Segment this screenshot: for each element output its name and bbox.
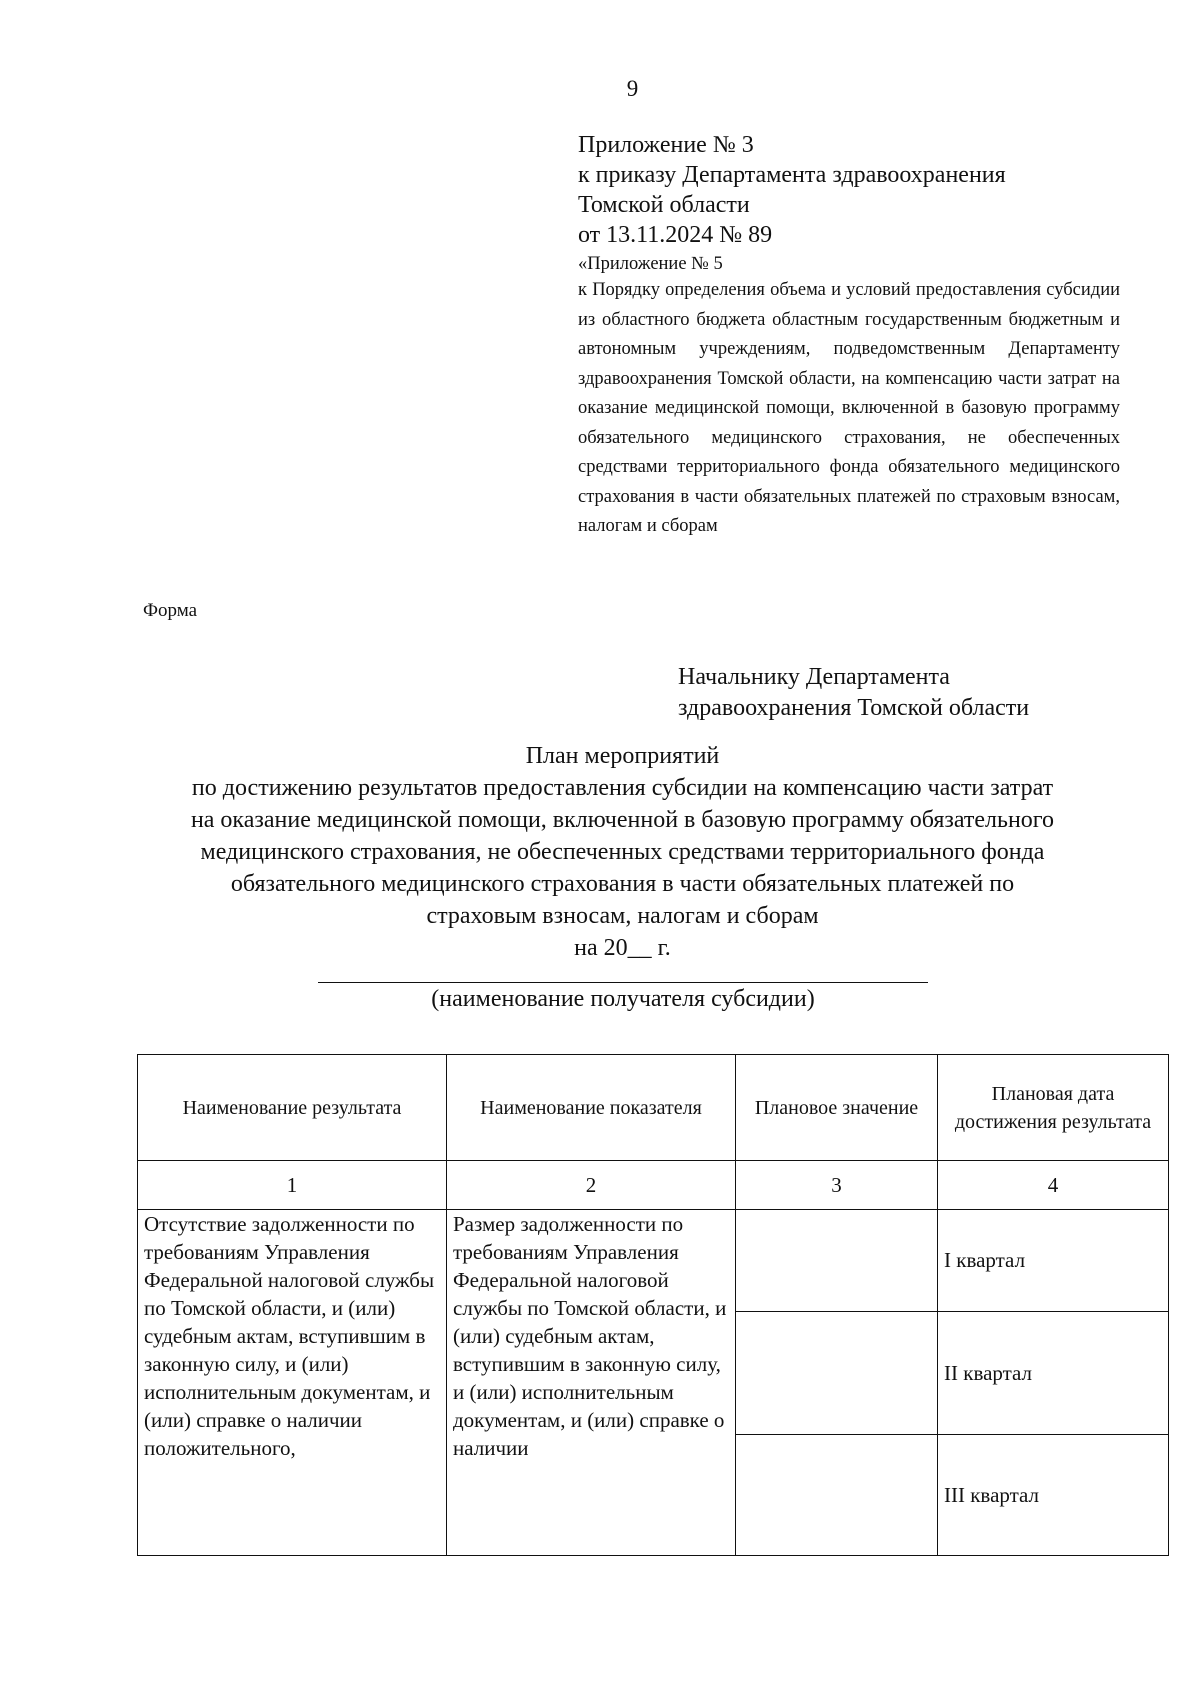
header-planned-value: Плановое значение	[736, 1055, 938, 1161]
quarter-cell: I квартал	[938, 1210, 1169, 1312]
recipient-name-blank	[318, 982, 928, 983]
appendix-line: Приложение № 3	[578, 132, 754, 158]
quarter-cell: III квартал	[938, 1435, 1169, 1556]
column-number: 3	[736, 1161, 938, 1210]
recipient-caption: (наименование получателя субсидии)	[431, 986, 815, 1012]
plan-table	[137, 1054, 1169, 1556]
column-number: 4	[938, 1161, 1169, 1210]
appendix-header	[578, 130, 1118, 250]
addressee	[678, 662, 1029, 724]
table-column-numbers-row	[138, 1161, 1169, 1210]
quarter-cell: II квартал	[938, 1312, 1169, 1435]
plan-title-line: на оказание медицинской помощи, включенной в базовую программу обязательного	[190, 807, 1055, 833]
table-row	[138, 1210, 1169, 1312]
column-number: 2	[447, 1161, 736, 1210]
appendix-line: Томской области	[578, 192, 750, 218]
addressee-line: здравоохранения Томской области	[678, 695, 1030, 721]
page-number: 9	[626, 76, 639, 101]
appendix-sub-block	[578, 252, 1120, 542]
result-name-cell: Отсутствие задолженности по требованиям Управления Федеральной налоговой службы по Томской области, и (или) судебным актам, вступившим в законную силу, и (или) исполнительным документам, и (или) справке о наличии положительного,	[138, 1210, 447, 1556]
addressee-line: Начальнику Департамента	[678, 664, 950, 690]
appendix-line: к приказу Департамента здравоохранения	[578, 162, 1006, 188]
plan-title-line: на 20__ г.	[574, 935, 671, 961]
plan-title-line: медицинского страхования, не обеспеченных средствами территориального фонда	[200, 839, 1045, 865]
plan-title-line: План мероприятий	[525, 743, 720, 769]
sub-appendix-title: «Приложение № 5	[578, 254, 723, 274]
header-indicator-name: Наименование показателя	[447, 1055, 736, 1161]
indicator-name-cell: Размер задолженности по требованиям Управления Федеральной налоговой службы по Томской области, и (или) судебным актам, вступившим в законную силу, и (или) исполнительным документам, и (или) справке о наличии	[447, 1210, 736, 1556]
form-label: Форма	[143, 600, 198, 621]
sub-appendix-text: к Порядку определения объема и условий предоставления субсидии из областного бюджета областным государственным бюджетным и автономным учреждениям, подведомственным Департаменту здравоохранения Томской области, на компенсацию части затрат на оказание медицинской помощи, включенной в базовую программу обязательного медицинского страхования, не обеспеченных средствами территориального фонда обязательного медицинского страхования в части обязательных платежей по страховым взносам, налогам и сборам	[578, 280, 1120, 536]
header-result-name: Наименование результата	[138, 1055, 447, 1161]
table-header-row	[138, 1055, 1169, 1161]
column-number: 1	[138, 1161, 447, 1210]
plan-title-line: по достижению результатов предоставления субсидии на компенсацию части затрат	[191, 775, 1054, 801]
planned-value-cell	[736, 1312, 938, 1435]
planned-value-cell	[736, 1210, 938, 1312]
planned-value-cell	[736, 1435, 938, 1556]
plan-title-line: обязательного медицинского страхования в части обязательных платежей по	[230, 871, 1015, 897]
plan-title	[100, 740, 1145, 964]
plan-title-line: страховым взносам, налогам и сборам	[426, 903, 819, 929]
header-planned-date: Плановая дата достижения результата	[938, 1055, 1169, 1161]
appendix-line: от 13.11.2024 № 89	[578, 222, 773, 248]
